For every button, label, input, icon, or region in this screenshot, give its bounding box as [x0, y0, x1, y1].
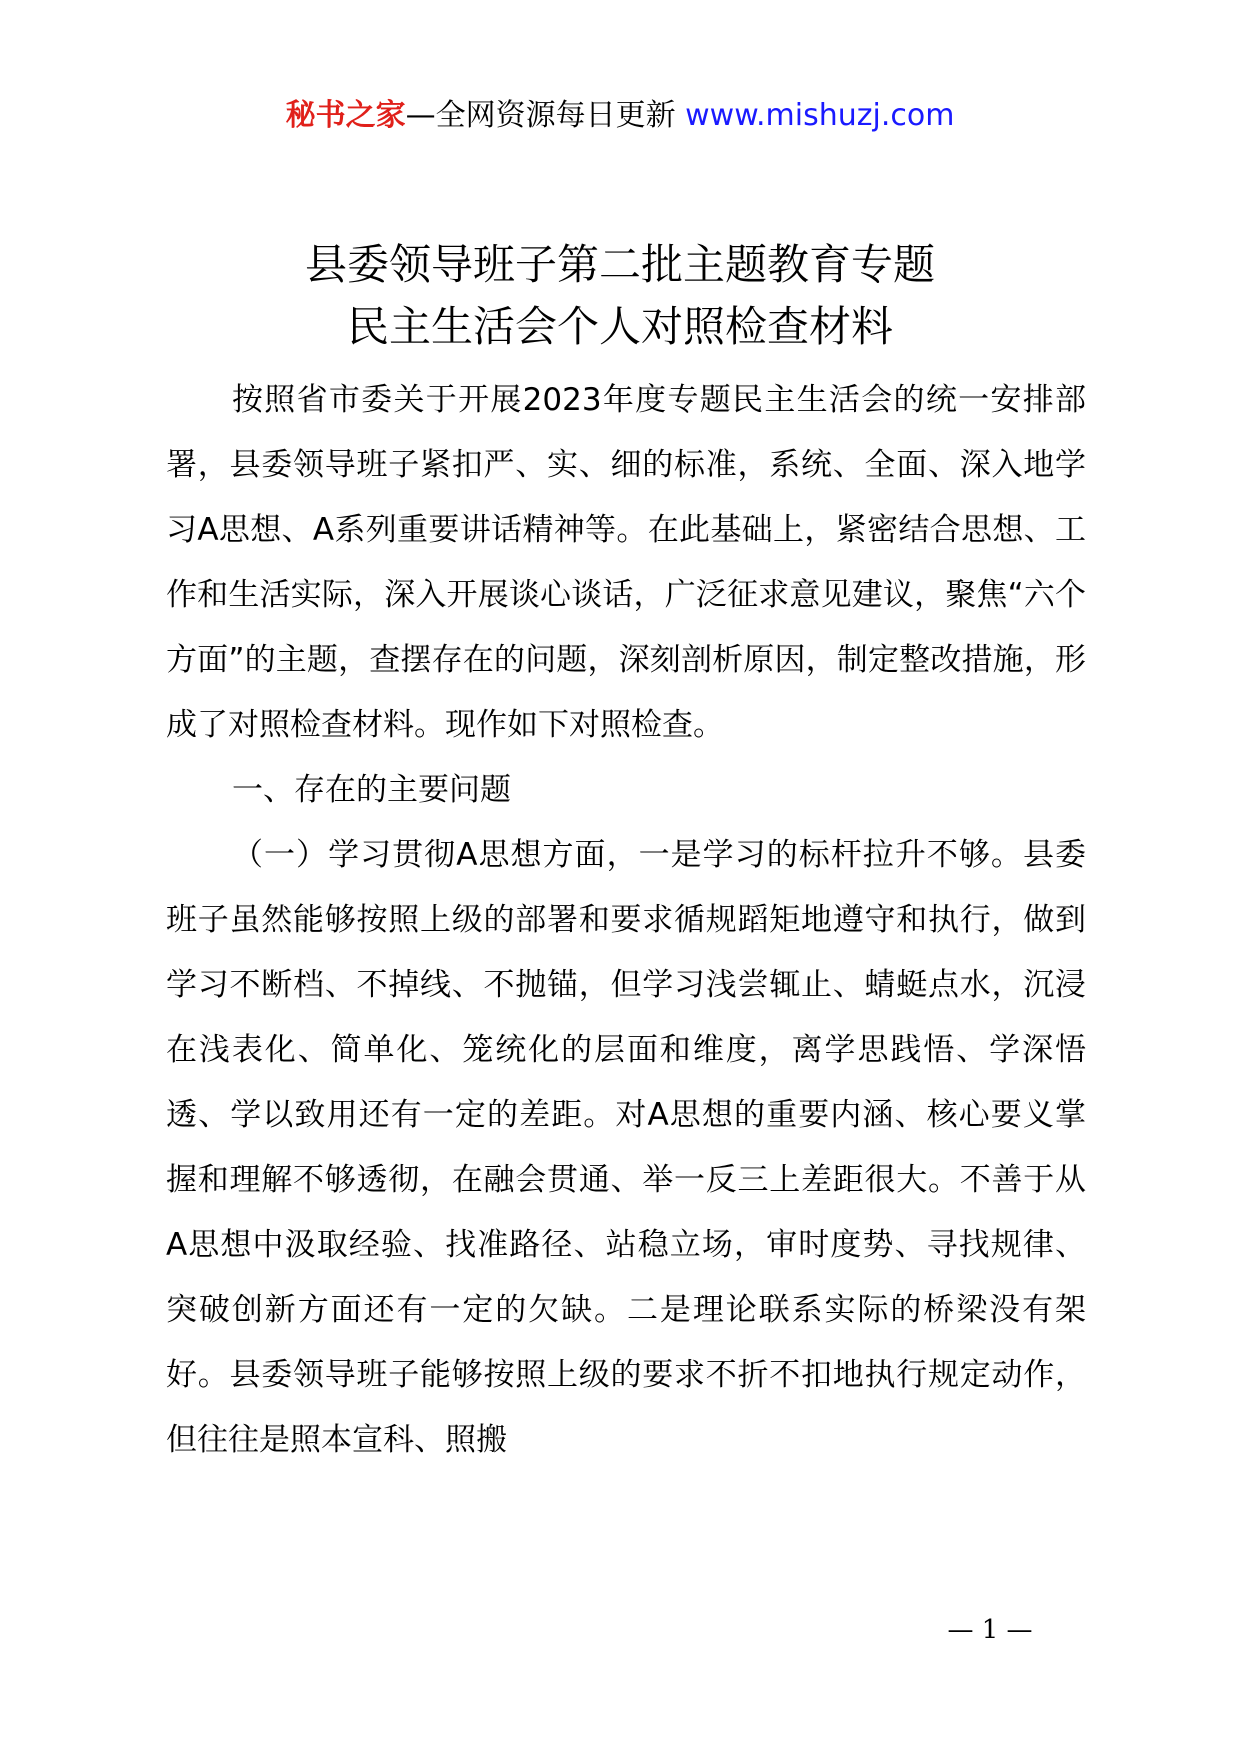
brand-name: 秘书之家 — [285, 98, 406, 133]
document-body — [166, 368, 1086, 1473]
header-slogan: —全网资源每日更新 — [405, 98, 676, 133]
section-paragraph: （一）学习贯彻A思想方面，一是学习的标杆拉升不够。县委班子虽然能够按照上级的部署和要求循规蹈矩地遵守和执行，做到学习不断档、不掉线、不抛锚，但学习浅尝辄止、蜻蜓点水，沉浸在浅表化、简单化、笼统化的层面和维度，离学思践悟、学深悟透、学以致用还有一定的差距。对A思想的重要内涵、核心要义掌握和理解不够透彻，在融会贯通、举一反三上差距很大。不善于从A思想中汲取经验、找准路径、站稳立场，审时度势、寻找规律、突破创新方面还有一定的欠缺。二是理论联系实际的桥梁没有架好。县委领导班子能够按照上级的要求不折不扣地执行规定动作，但往往是照本宣科、照搬 — [166, 837, 1086, 1458]
site-url-link[interactable]: www.mishuzj.com — [685, 98, 955, 133]
site-header — [0, 96, 1240, 136]
document-title-line-2: 民主生活会个人对照检查材料 — [346, 302, 893, 351]
intro-paragraph: 按照省市委关于开展2023年度专题民主生活会的统一安排部署，县委领导班子紧扣严、实、细的标准，系统、全面、深入地学习A思想、A系列重要讲话精神等。在此基础上，紧密结合思想、工作和生活实际，深入开展谈心谈话，广泛征求意见建议，聚焦“六个方面”的主题，查摆存在的问题，深刻剖析原因，制定整改措施，形成了对照检查材料。现作如下对照检查。 — [166, 382, 1086, 743]
document-title-line-1: 县委领导班子第二批主题教育专题 — [304, 240, 935, 289]
section-heading: 一、存在的主要问题 — [232, 772, 511, 808]
page-number: — 1 — — [947, 1615, 1033, 1645]
